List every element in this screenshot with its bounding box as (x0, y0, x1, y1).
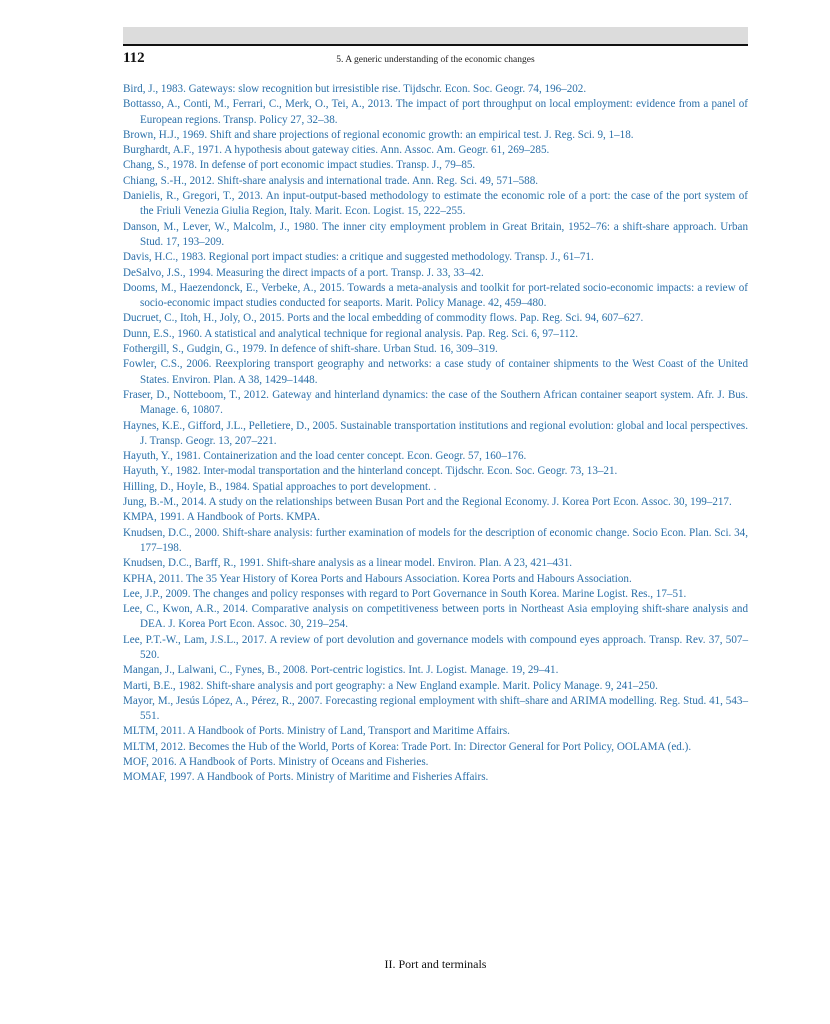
reference-entry[interactable]: Fothergill, S., Gudgin, G., 1979. In defence of shift-share. Urban Stud. 16, 309–319. (123, 343, 498, 356)
reference-entry[interactable]: Mayor, M., Jesús López, A., Pérez, R., 2007. Forecasting regional employment with shift–share and ARIMA modelling. Reg. Stud. 41, 543–551. (123, 694, 748, 723)
reference-entry[interactable]: Jung, B.-M., 2014. A study on the relationships between Busan Port and the Regional Economy. J. Korea Port Econ. Assoc. 30, 199–217. (123, 496, 732, 509)
page-number: 112 (123, 50, 145, 66)
reference-entry[interactable]: Lee, C., Kwon, A.R., 2014. Comparative analysis on competitiveness between ports in Northeast Asia employing shift-share analysis and DEA. J. Korea Port Econ. Assoc. 30, 219–254. (123, 603, 748, 631)
chapter-title: 5. A generic understanding of the economic changes (336, 55, 535, 65)
reference-entry[interactable]: Ducruet, C., Itoh, H., Joly, O., 2015. Ports and the local embedding of commodity flows. Pap. Reg. Sci. 94, 607–627. (123, 312, 644, 325)
reference-entry[interactable]: Burghardt, A.F., 1971. A hypothesis about gateway cities. Ann. Assoc. Am. Geogr. 61, 269–285. (123, 144, 550, 157)
reference-entry[interactable]: Bottasso, A., Conti, M., Ferrari, C., Merk, O., Tei, A., 2013. The impact of port throughput on local employment: evidence from a panel of European regions. Transp. Policy 27, 32–38. (123, 98, 748, 126)
reference-entry[interactable]: KPHA, 2011. The 35 Year History of Korea Ports and Habours Association. Korea Ports and Habours Association. (123, 572, 632, 585)
reference-entry[interactable]: Knudsen, D.C., 2000. Shift-share analysis: further examination of models for the description of economic change. Socio Econ. Plan. Sci. 34, 177–198. (123, 526, 748, 554)
reference-entry[interactable]: Knudsen, D.C., Barff, R., 1991. Shift-share analysis as a linear model. Environ. Plan. A 23, 421–431. (123, 557, 573, 570)
reference-entry[interactable]: Davis, H.C., 1983. Regional port impact studies: a critique and suggested methodology. Transp. J., 61–71. (123, 251, 594, 264)
reference-entry[interactable]: MOMAF, 1997. A Handbook of Ports. Ministry of Maritime and Fisheries Affairs. (123, 771, 489, 784)
header-bar (123, 27, 748, 45)
reference-entry[interactable]: Brown, H.J., 1969. Shift and share projections of regional economic growth: an empirical test. J. Reg. Sci. 9, 1–18. (123, 128, 634, 141)
reference-entry[interactable]: Danson, M., Lever, W., Malcolm, J., 1980. The inner city employment problem in Great Britain, 1952–76: a shift-share approach. Urban Stud. 17, 193–209. (123, 220, 748, 248)
reference-entry[interactable]: KMPA, 1991. A Handbook of Ports. KMPA. (123, 511, 321, 524)
reference-entry[interactable]: Chiang, S.-H., 2012. Shift-share analysis and international trade. Ann. Reg. Sci. 49, 571–588. (123, 174, 539, 187)
reference-entry[interactable]: Fowler, C.S., 2006. Reexploring transport geography and networks: a case study of container shipments to the West Coast of the United States. Environ. Plan. A 38, 1429–1448. (123, 358, 748, 386)
reference-entry[interactable]: Hilling, D., Hoyle, B., 1984. Spatial approaches to port development. . (123, 480, 437, 493)
reference-entry[interactable]: Bird, J., 1983. Gateways: slow recognition but irresistible rise. Tijdschr. Econ. Soc. Geogr. 74, 196–202. (123, 83, 587, 95)
reference-entry[interactable]: Lee, P.T.-W., Lam, J.S.L., 2017. A review of port devolution and governance models with compound eyes approach. Transp. Rev. 37, 507–520. (123, 633, 748, 661)
reference-entry[interactable]: Lee, J.P., 2009. The changes and policy responses with regard to Port Governance in South Korea. Marine Logist. Res., 17–51. (123, 587, 687, 600)
reference-entry[interactable]: Hayuth, Y., 1981. Containerization and the load center concept. Econ. Geogr. 57, 160–176. (123, 450, 527, 463)
reference-entry[interactable]: Dooms, M., Haezendonck, E., Verbeke, A., 2015. Towards a meta-analysis and toolkit for port-related socio-economic impacts: a review of socio-economic impact studies conducted for seaports. Marit. Policy Manage. 42, 459–480. (123, 281, 748, 310)
header-rule (123, 44, 748, 46)
reference-entry[interactable]: Mangan, J., Lalwani, C., Fynes, B., 2008. Port-centric logistics. Int. J. Logist. Manage. 19, 29–41. (123, 664, 559, 677)
reference-entry[interactable]: Chang, S., 1978. In defense of port economic impact studies. Transp. J., 79–85. (123, 159, 476, 172)
reference-entry[interactable]: MLTM, 2012. Becomes the Hub of the World, Ports of Korea: Trade Port. In: Director General for Port Policy, OOLAMA (ed.). (123, 740, 692, 753)
reference-entry[interactable]: Marti, B.E., 1982. Shift-share analysis and port geography: a New England example. Marit. Policy Manage. 9, 241–250. (123, 679, 658, 692)
reference-entry[interactable]: MOF, 2016. A Handbook of Ports. Ministry of Oceans and Fisheries. (123, 756, 429, 769)
reference-entry[interactable]: Hayuth, Y., 1982. Inter-modal transportation and the hinterland concept. Tijdschr. Econ. Soc. Geogr. 73, 13–21. (123, 465, 618, 478)
reference-entry[interactable]: Danielis, R., Gregori, T., 2013. An input-output-based methodology to estimate the economic role of a port: the case of the port system of the Friuli Venezia Giulia Region, Italy. Marit. Econ. Logist. 15, 222–255. (123, 190, 748, 218)
reference-entry[interactable]: Dunn, E.S., 1960. A statistical and analytical technique for regional analysis. Pap. Reg. Sci. 6, 97–112. (123, 327, 578, 340)
reference-entry[interactable]: MLTM, 2011. A Handbook of Ports. Ministry of Land, Transport and Maritime Affairs. (123, 725, 510, 738)
reference-entry[interactable]: Haynes, K.E., Gifford, J.L., Pelletiere, D., 2005. Sustainable transportation institutions and regional evolution: global and local perspectives. J. Transp. Geogr. 13, 207–221. (123, 419, 748, 447)
footer-section-label: II. Port and terminals (384, 957, 487, 971)
reference-list (123, 82, 748, 786)
reference-entry[interactable]: Fraser, D., Notteboom, T., 2012. Gateway and hinterland dynamics: the case of the Southern African container seaport system. Afr. J. Bus. Manage. 6, 10807. (123, 388, 748, 417)
reference-entry[interactable]: DeSalvo, J.S., 1994. Measuring the direct impacts of a port. Transp. J. 33, 33–42. (123, 266, 484, 279)
